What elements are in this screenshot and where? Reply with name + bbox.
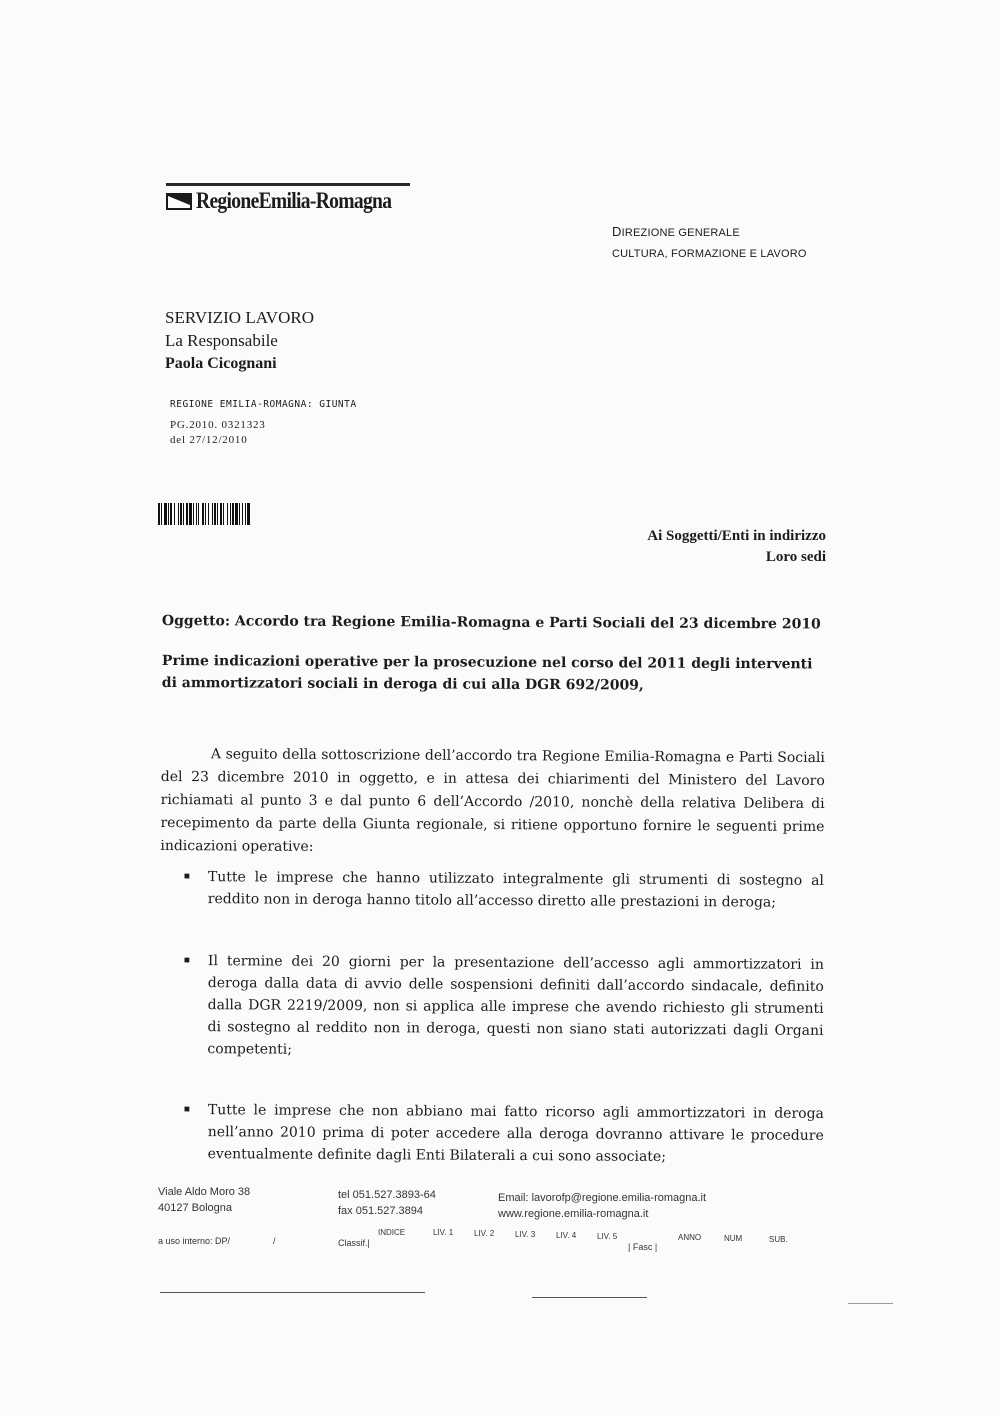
barcode-icon (158, 503, 338, 525)
sender-block (165, 306, 314, 375)
service-title: SERVIZIO LAVORO (165, 308, 314, 327)
footer-address (158, 1184, 250, 1216)
scan-line (160, 1292, 425, 1293)
scan-line (532, 1297, 647, 1298)
indice-label: INDICE (378, 1228, 406, 1237)
regione-flag-icon (166, 193, 192, 210)
recipients-line2: Loro sedi (765, 549, 826, 565)
footer-address-line1: Viale Aldo Moro 38 (158, 1186, 251, 1198)
liv5-label: LIV. 5 (597, 1232, 618, 1241)
list-item-text: Tutte le imprese che non abbiano mai fatto ricorso agli ammortizzatori in deroga nell’anno 2010 prima di poter accedere alla deroga dovranno attivare le procedure eventualmente definite dagli Enti Bilaterali a cui sono associate; (207, 1102, 824, 1165)
footer-tel: tel 051.527.3893-64 (338, 1189, 436, 1201)
subject-title: Oggetto: Accordo tra Regione Emilia-Romagna e Parti Sociali del 23 dicembre 2010 (161, 613, 821, 633)
list-item (183, 950, 824, 1064)
logo-rule (166, 183, 410, 186)
protocol-stamp (170, 399, 357, 448)
num-label: NUM (724, 1234, 743, 1243)
bullet-icon: ■ (183, 870, 191, 883)
protocol-date: del 27/12/2010 (170, 434, 248, 446)
direction-line1: DIREZIONE GENERALE (612, 224, 740, 239)
separator-slash: / (273, 1236, 276, 1246)
fasc-label: | Fasc | (628, 1242, 658, 1252)
scan-line (848, 1303, 893, 1304)
list-item (184, 1099, 824, 1169)
footer-address-line2: 40127 Bologna (158, 1202, 233, 1214)
protocol-number: PG.2010. 0321323 (170, 419, 266, 431)
sender-name: Paola Cicognani (165, 355, 277, 372)
logo-text: RegioneEmilia-Romagna (196, 188, 392, 213)
classification-row (158, 1226, 818, 1256)
liv3-label: LIV. 3 (515, 1230, 536, 1239)
internal-use-label: a uso interno: DP/ (158, 1236, 231, 1246)
bullet-icon: ■ (183, 1103, 191, 1116)
anno-label: ANNO (678, 1233, 702, 1242)
protocol-office: REGIONE EMILIA-ROMAGNA: GIUNTA (170, 399, 357, 410)
recipients-block (647, 526, 826, 568)
footer-contacts (498, 1190, 706, 1222)
liv1-label: LIV. 1 (433, 1228, 454, 1237)
sender-role: La Responsabile (165, 331, 278, 350)
liv4-label: LIV. 4 (556, 1231, 577, 1240)
bullet-icon: ■ (183, 954, 191, 967)
footer-website: www.regione.emilia-romagna.it (498, 1208, 649, 1220)
list-item-text: Tutte le imprese che hanno utilizzato integralmente gli strumenti di sostegno al reddito non in deroga hanno titolo all’accesso diretto alle prestazioni in deroga; (207, 869, 824, 911)
direction-header (612, 221, 807, 265)
footer-fax: fax 051.527.3894 (338, 1205, 424, 1217)
footer-email: Email: lavorofp@regione.emilia-romagna.it (498, 1192, 707, 1204)
list-item (184, 866, 824, 914)
list-item-text: Il termine dei 20 giorni per la presentazione dell’accesso agli ammortizzatori in deroga dalla data di avvio delle sospensioni definiti dall’accordo sindacale, definito dalla DGR 2219/2009, non si applica alle imprese che avendo richiesto gli strumenti di sostegno al reddito non in deroga, questi non siano stati autorizzati dagli Organi competenti; (207, 953, 824, 1058)
subject-detail: Prime indicazioni operative per la prosecuzione nel corso del 2011 degli interventi di ammortizzatori sociali in deroga di cui alla DGR 692/2009, (161, 652, 813, 694)
liv2-label: LIV. 2 (474, 1229, 495, 1238)
body-intro: A seguito della sottoscrizione dell’accordo tra Regione Emilia-Romagna e Parti Sociali del 23 dicembre 2010 in oggetto, e in attesa dei chiarimenti del Ministero del Lavoro richiamati al punto 3 e dal punto 6 dell’Accordo /2010, nonchè della relativa Delibera di recepimento da parte della Giunta regionale, si ritiene opportuno fornire le seguenti prime indicazioni operative: (160, 746, 825, 855)
sub-label: SUB. (769, 1235, 788, 1244)
footer-phones (338, 1187, 436, 1219)
direction-line2: CULTURA, FORMAZIONE E LAVORO (612, 248, 807, 260)
recipients-line1: Ai Soggetti/Enti in indirizzo (647, 528, 826, 544)
classif-label: Classif.| (338, 1238, 370, 1248)
